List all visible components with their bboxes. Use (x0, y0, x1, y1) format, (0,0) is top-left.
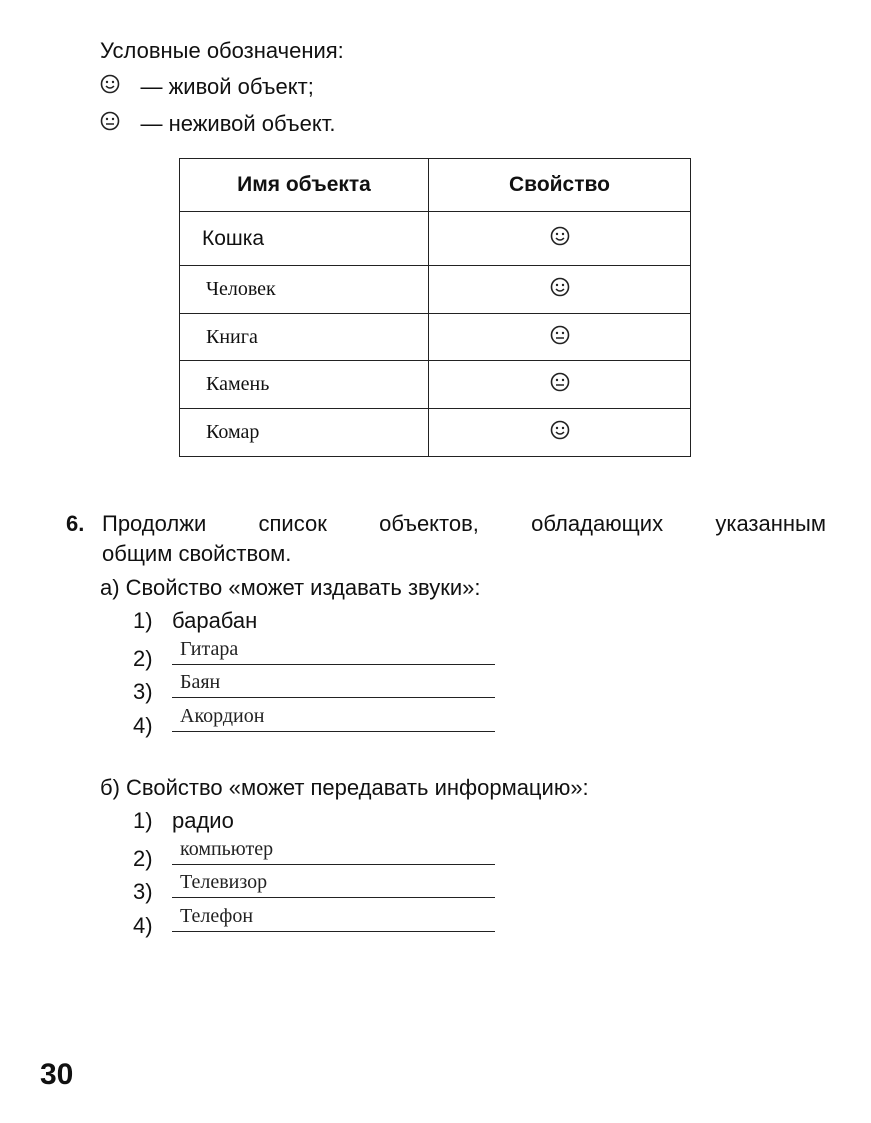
item-number: 2) (133, 645, 153, 671)
header-property: Свойство (429, 159, 691, 212)
answer-text: компьютер (180, 837, 274, 860)
item-number: 3) (133, 679, 153, 704)
page-number: 30 (40, 1058, 74, 1091)
answer-line (172, 864, 495, 865)
answer-line (172, 664, 495, 665)
item-number: 1) (133, 808, 153, 833)
item-number: 4) (133, 912, 153, 938)
object-name: Камень (206, 373, 270, 395)
smiling-face-icon (100, 74, 120, 94)
object-name: Комар (206, 421, 260, 443)
item-text: радио (172, 808, 234, 833)
subtask-a-title: а) Свойство «может издавать звуки»: (100, 575, 481, 600)
object-name-cell (180, 212, 429, 266)
answer-line (172, 697, 495, 698)
property-cell (429, 361, 691, 409)
legend-nonliving (100, 111, 336, 137)
neutral-face-icon (550, 325, 570, 345)
answer-line (172, 897, 495, 898)
property-cell (429, 409, 691, 457)
object-name-cell (180, 409, 429, 457)
table-row (180, 266, 691, 314)
legend-nonliving-text: — неживой объект. (140, 111, 336, 136)
smiling-face-icon (550, 277, 570, 297)
neutral-face-icon (550, 372, 570, 392)
property-cell (429, 212, 691, 266)
item-number: 2) (133, 845, 153, 871)
answer-text: Акордион (180, 704, 265, 727)
object-name: Книга (206, 325, 258, 348)
neutral-face-icon (100, 111, 120, 131)
property-cell (429, 266, 691, 314)
answer-text: Телевизор (180, 871, 268, 893)
objects-table (179, 158, 691, 457)
object-name: Кошка (202, 226, 265, 250)
table-row (180, 314, 691, 361)
table-row (180, 212, 691, 266)
item-number: 1) (133, 608, 153, 633)
table-row (180, 409, 691, 457)
table-row (180, 361, 691, 409)
task-text-line1: Продолжи список объектов, обладающих указанным (102, 511, 826, 536)
item-number: 4) (133, 712, 153, 738)
object-name-cell (180, 361, 429, 409)
legend-title: Условные обозначения: (100, 38, 344, 63)
object-name-cell (180, 266, 429, 314)
answer-line (172, 731, 495, 732)
legend-living-text: — живой объект; (140, 74, 314, 99)
smiling-face-icon (550, 226, 570, 246)
answer-line (172, 931, 495, 932)
task-number: 6. (66, 511, 85, 536)
item-number: 3) (133, 879, 153, 904)
header-name: Имя объекта (180, 159, 429, 212)
property-cell (429, 314, 691, 361)
object-name-cell (180, 314, 429, 361)
subtask-b-title: б) Свойство «может передавать информацию»: (100, 775, 589, 800)
answer-text: Гитара (180, 637, 239, 660)
task-text-line2: общим свойством. (102, 541, 292, 566)
object-name: Человек (206, 278, 276, 300)
answer-text: Телефон (180, 904, 254, 927)
answer-text: Баян (180, 671, 221, 693)
smiling-face-icon (550, 420, 570, 440)
legend-living (100, 74, 314, 100)
item-text: барабан (172, 608, 258, 633)
